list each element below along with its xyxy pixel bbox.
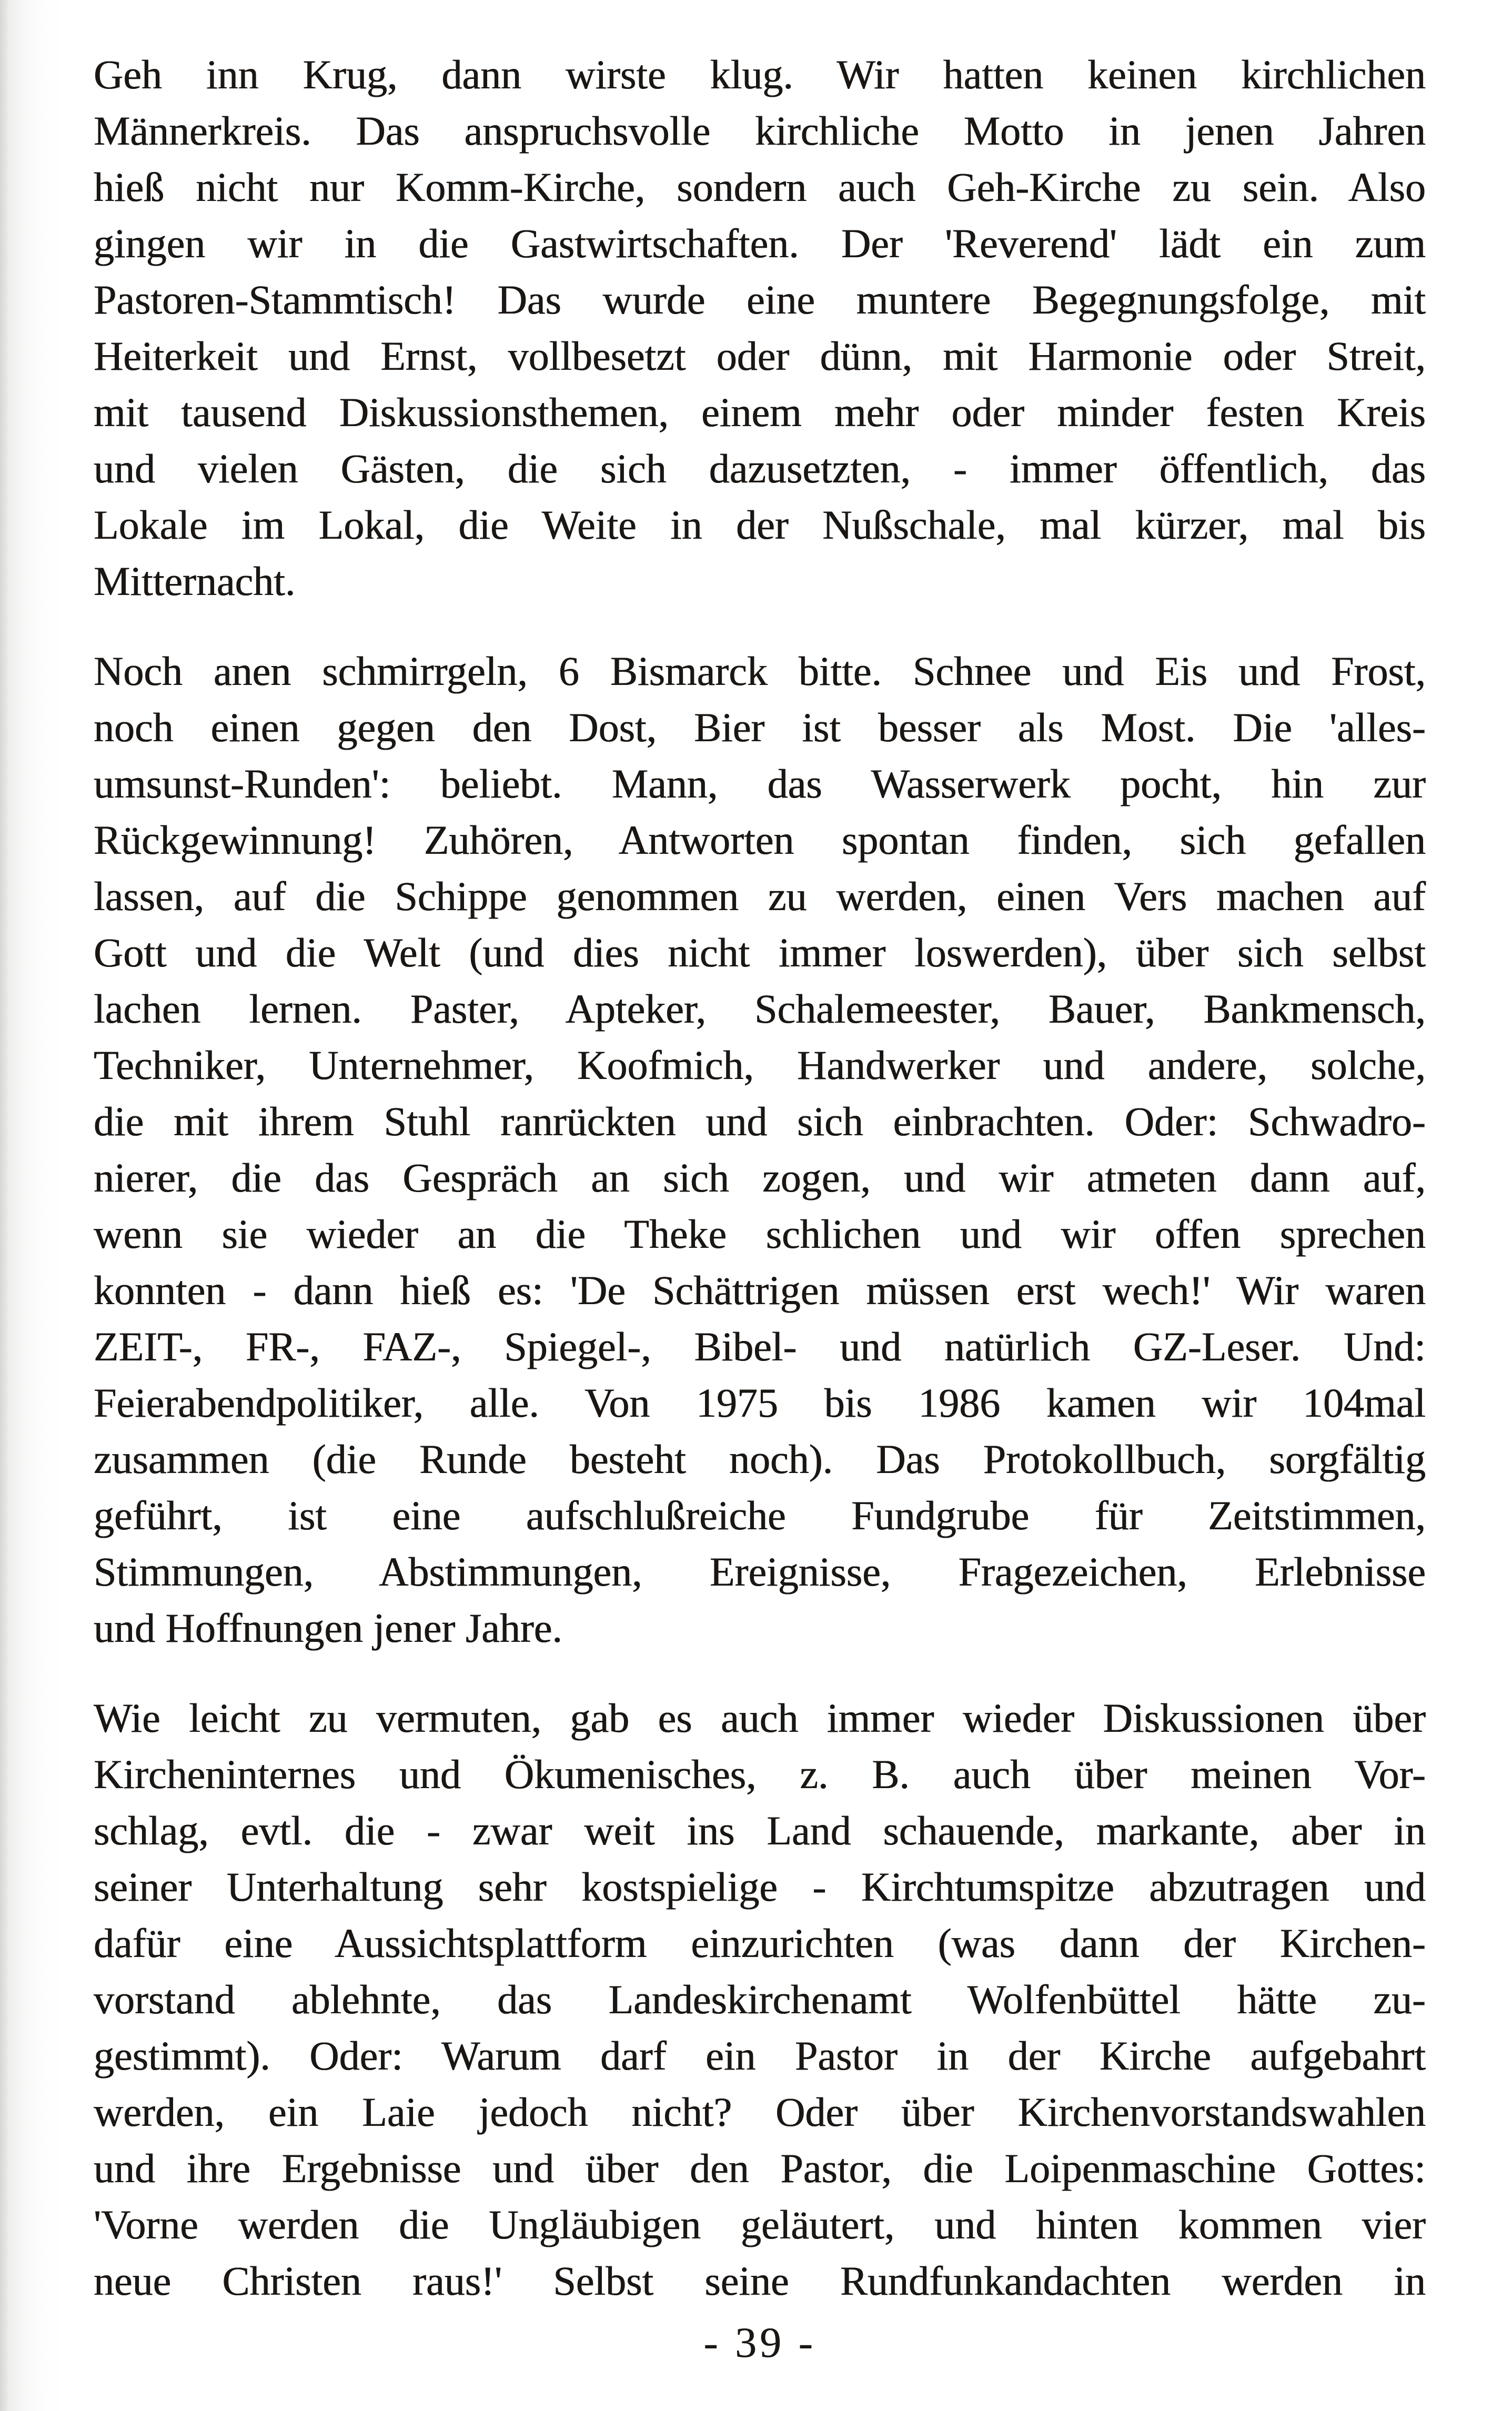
text-line: mit tausend Diskussionsthemen, einem mehr oder minder festen Kreis xyxy=(94,389,1426,435)
text-line: zusammen (die Runde besteht noch). Das Protokollbuch, sorgfältig xyxy=(94,1436,1426,1482)
text-line: Pastoren-Stammtisch! Das wurde eine muntere Begegnungsfolge, mit xyxy=(94,277,1426,322)
text-line: gestimmt). Oder: Warum darf ein Pastor in der Kirche aufgebahrt xyxy=(94,2033,1426,2079)
text-line: wenn sie wieder an die Theke schlichen und wir offen sprechen xyxy=(94,1211,1426,1257)
text-line: Stimmungen, Abstimmungen, Ereignisse, Fragezeichen, Erlebnisse xyxy=(94,1549,1426,1595)
text-line: Gott und die Welt (und dies nicht immer loswerden), über sich selbst xyxy=(94,930,1426,975)
paragraph xyxy=(94,1690,1426,2309)
text-line: Rückgewinnung! Zuhören, Antworten spontan finden, sich gefallen xyxy=(94,817,1426,863)
text-line: noch einen gegen den Dost, Bier ist besser als Most. Die 'alles- xyxy=(94,704,1426,750)
text-line: seiner Unterhaltung sehr kostspielige - Kirchtumspitze abzutragen und xyxy=(94,1864,1426,1910)
paragraph xyxy=(94,643,1426,1656)
text-line: Wie leicht zu vermuten, gab es auch immer wieder Diskussionen über xyxy=(94,1695,1426,1741)
text-line: Noch anen schmirrgeln, 6 Bismarck bitte. Schnee und Eis und Frost, xyxy=(94,648,1426,694)
text-line: hieß nicht nur Komm-Kirche, sondern auch Geh-Kirche zu sein. Also xyxy=(94,164,1426,210)
text-line: lassen, auf die Schippe genommen zu werden, einen Vers machen auf xyxy=(94,873,1426,919)
text-line: umsunst-Runden': beliebt. Mann, das Wasserwerk pocht, hin zur xyxy=(94,761,1426,806)
text-line: und Hoffnungen jener Jahre. xyxy=(94,1605,562,1651)
text-line: Kircheninternes und Ökumenisches, z. B. auch über meinen Vor- xyxy=(94,1751,1426,1797)
text-line: lachen lernen. Paster, Apteker, Schalemeester, Bauer, Bankmensch, xyxy=(94,986,1426,1032)
text-line: Lokale im Lokal, die Weite in der Nußschale, mal kürzer, mal bis xyxy=(94,502,1426,548)
text-line: nierer, die das Gespräch an sich zogen, und wir atmeten dann auf, xyxy=(94,1155,1426,1201)
scan-edge-shadow xyxy=(0,0,63,2411)
text-line: konnten - dann hieß es: 'De Schättrigen müssen erst wech!' Wir waren xyxy=(94,1267,1426,1313)
text-line: die mit ihrem Stuhl ranrückten und sich einbrachten. Oder: Schwadro- xyxy=(94,1098,1426,1144)
text-line: ZEIT-, FR-, FAZ-, Spiegel-, Bibel- und natürlich GZ-Leser. Und: xyxy=(94,1324,1426,1369)
text-line: und ihre Ergebnisse und über den Pastor, die Loipenmaschine Gottes: xyxy=(94,2145,1426,2191)
page-text-block xyxy=(94,46,1426,2309)
text-line: dafür eine Aussichtsplattform einzurichten (was dann der Kirchen- xyxy=(94,1920,1426,1966)
text-line: Männerkreis. Das anspruchsvolle kirchliche Motto in jenen Jahren xyxy=(94,108,1426,154)
text-line: schlag, evtl. die - zwar weit ins Land schauende, markante, aber in xyxy=(94,1808,1426,1853)
text-line: gingen wir in die Gastwirtschaften. Der 'Reverend' lädt ein zum xyxy=(94,220,1426,266)
text-line: Techniker, Unternehmer, Koofmich, Handwerker und andere, solche, xyxy=(94,1042,1426,1088)
text-line: vorstand ablehnte, das Landeskirchenamt Wolfenbüttel hätte zu- xyxy=(94,1976,1426,2022)
text-line: Mitternacht. xyxy=(94,558,296,604)
text-line: und vielen Gästen, die sich dazusetzten, - immer öffentlich, das xyxy=(94,446,1426,491)
text-line: Feierabendpolitiker, alle. Von 1975 bis 1986 kamen wir 104mal xyxy=(94,1380,1426,1426)
paragraph xyxy=(94,46,1426,609)
text-line: geführt, ist eine aufschlußreiche Fundgrube für Zeitstimmen, xyxy=(94,1492,1426,1538)
text-line: neue Christen raus!' Selbst seine Rundfunkandachten werden in xyxy=(94,2258,1426,2304)
text-line: Geh inn Krug, dann wirste klug. Wir hatten keinen kirchlichen xyxy=(94,52,1426,97)
text-line: 'Vorne werden die Ungläubigen geläutert, und hinten kommen vier xyxy=(94,2202,1426,2247)
text-line: Heiterkeit und Ernst, vollbesetzt oder dünn, mit Harmonie oder Streit, xyxy=(94,333,1426,379)
text-line: werden, ein Laie jedoch nicht? Oder über Kirchenvorstandswahlen xyxy=(94,2089,1426,2135)
page-number: - 39 - xyxy=(703,2318,816,2366)
